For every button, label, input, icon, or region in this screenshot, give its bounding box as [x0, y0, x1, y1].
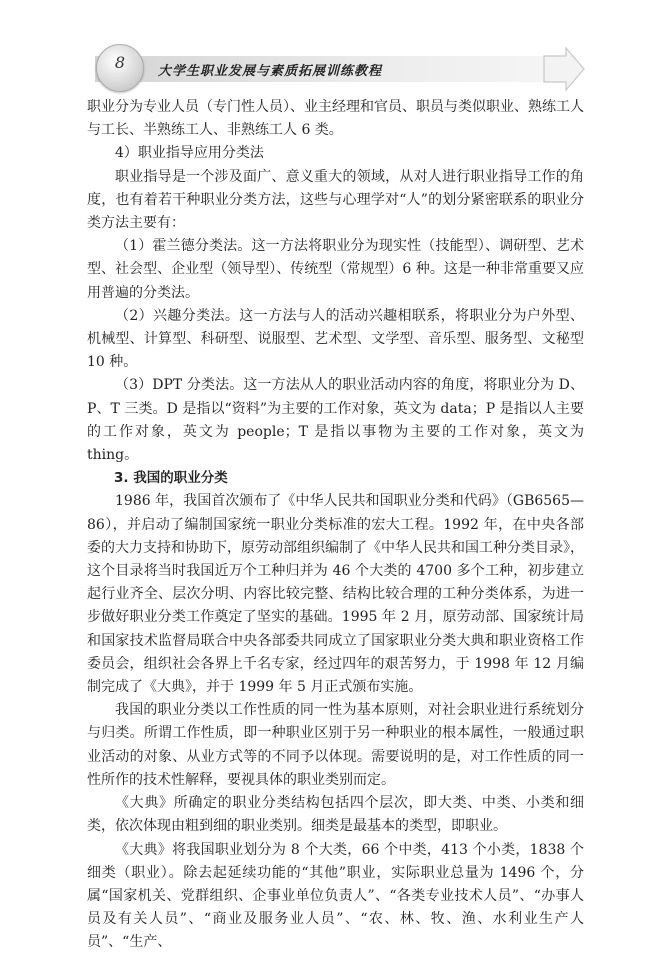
body-paragraph: 我国的职业分类以工作性质的同一性为基本原则，对社会职业进行系统划分与归类。所谓工作性质，即一种职业区别于另一种职业的根本属性，一般通过职业活动的对象、从业方式等的不同予以体现。需要说明的是，对工作性质的同一性所作的技术性解释，要视具体的职业类别而定。	[87, 702, 584, 788]
page-header	[0, 0, 661, 95]
body-paragraph: （1）霍兰德分类法。这一方法将职业分为现实性（技能型）、调研型、艺术型、社会型、企业型（领导型）、传统型（常规型）6 种。这是一种非常重要又应用普遍的分类法。	[87, 238, 584, 301]
book-title: 大学生职业发展与素质拓展训练教程	[158, 64, 383, 79]
body-paragraph: （2）兴趣分类法。这一方法与人的活动兴趣相联系，将职业分为户外型、机械型、计算型、科研型、说服型、艺术型、文学型、音乐型、服务型、文秘型 10 种。	[87, 307, 584, 371]
subsection-heading: 4）职业指导应用分类法	[115, 145, 264, 162]
page-number-badge	[96, 44, 144, 92]
body-paragraph: （3）DPT 分类法。这一方法从人的职业活动内容的角度，将职业分为 D、P、T 三类。D 是指以“资料”为主要的工作对象，英文为 data；P 是指以人主要的工作对象，英文为 people；T 是指以事物为主要的工作对象，英文为 thing。	[87, 377, 584, 464]
page-body	[87, 96, 584, 955]
arrow-right-icon	[540, 46, 586, 92]
page-number: 8	[114, 53, 126, 72]
body-paragraph: 职业分为专业人员（专门性人员）、业主经理和官员、职员与类似职业、熟练工人与工长、半熟练工人、非熟练工人 6 类。	[87, 99, 584, 139]
body-paragraph: 1986 年，我国首次颁布了《中华人民共和国职业分类和代码》（GB6565—86），并启动了编制国家统一职业分类标准的宏大工程。1992 年，在中央各部委的大力支持和协助下，原劳动部组织编制了《中华人民共和国工种分类目录》，这个目录将当时我国近万个工种归并为 46 个大类的 4700 多个工种，初步建立起行业齐全、层次分明、内容比较完整、结构比较合理的工种分类体系，为进一步做好职业分类工作奠定了坚实的基础。1995 年 2 月，原劳动部、国家统计局和国家技术监督局联合中央各部委共同成立了国家职业分类大典和职业资格工作委员会，组织社会各界上千名专家，经过四年的艰苦努力，于 1998 年 12 月编制完成了《大典》，并于 1999 年 5 月正式颁布实施。	[87, 493, 584, 696]
body-paragraph: 《大典》将我国职业划分为 8 个大类，66 个中类，413 个小类，1838 个细类（职业）。除去起延续功能的“其他”职业，实际职业总量为 1496 个，分属“国家机关、党群组织、企事业单位负责人”、“各类专业技术人员”、“办事人员及有关人员”、“商业及服务业人员”、“农、林、牧、渔、水利业生产人员”、“生产、	[87, 841, 584, 951]
body-paragraph: 职业指导是一个涉及面广、意义重大的领域，从对人进行职业指导工作的角度，也有着若干种职业分类方法，这些与心理学对“人”的划分紧密联系的职业分类方法主要有：	[87, 168, 584, 232]
section-heading: 3. 我国的职业分类	[114, 470, 228, 487]
body-paragraph: 《大典》所确定的职业分类结构包括四个层次，即大类、中类、小类和细类，依次体现由粗到细的职业类别。细类是最基本的类型，即职业。	[87, 795, 584, 835]
